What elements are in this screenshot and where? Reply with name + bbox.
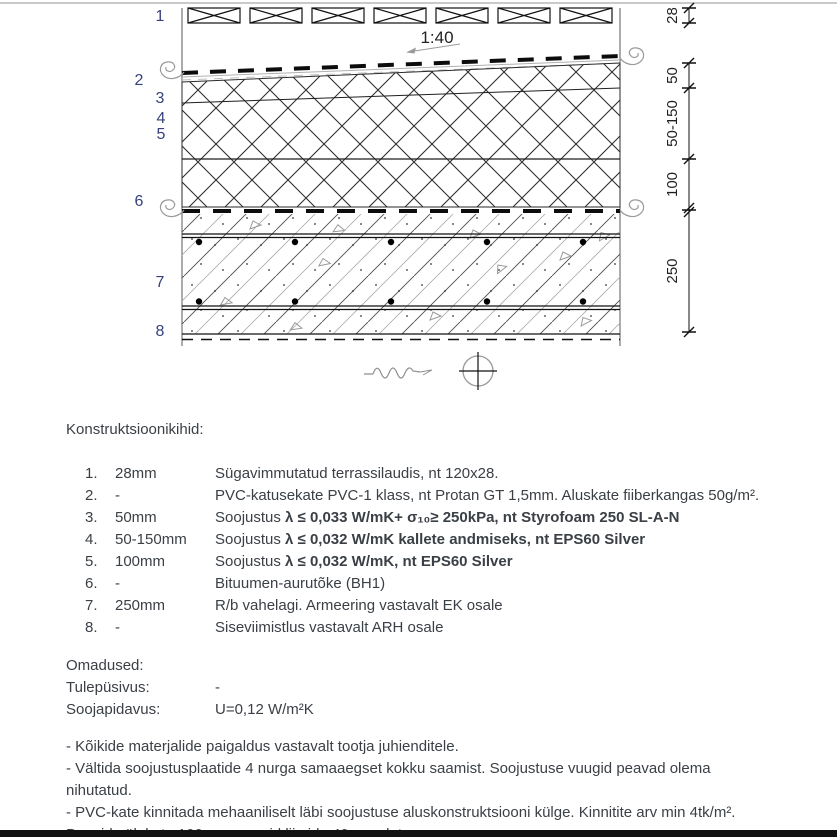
- concrete-slab-hatch: [182, 214, 620, 334]
- dimension-chain: [682, 3, 696, 337]
- decking-board: [312, 8, 364, 23]
- row-desc: Bituumen-aurutõke (BH1): [215, 575, 386, 592]
- property-label: Tulepüsivus:: [66, 679, 150, 696]
- legend-row: [66, 595, 830, 617]
- wave-break-icon: [364, 368, 432, 378]
- row-size: 100mm: [115, 553, 166, 570]
- slope-ratio-label: 1:40: [420, 28, 454, 47]
- row-number: 2.: [85, 487, 98, 504]
- legend-row: [66, 529, 830, 551]
- row-size: 250mm: [115, 597, 166, 614]
- row-desc: Soojustus λ ≤ 0,032 W/mK kallete andmiseks, nt EPS60 Silver: [215, 531, 646, 548]
- row-number: 7.: [85, 597, 98, 614]
- specification-text: [66, 419, 830, 837]
- row-desc: Sügavimmutatud terrassilaudis, nt 120x28.: [215, 465, 499, 482]
- row-desc: Siseviimistlus vastavalt ARH osale: [215, 619, 444, 636]
- decking-boards-layer: [188, 8, 612, 23]
- note-line: - Kõikide materjalide paigaldus vastavalt tootja juhienditele.: [66, 738, 459, 755]
- row-size: -: [115, 619, 120, 636]
- membrane-curl-icon: [620, 48, 644, 65]
- row-number: 1.: [85, 465, 98, 482]
- row-number: 4.: [85, 531, 98, 548]
- dim-insulation-taper: 50-150: [664, 100, 681, 147]
- legend-row: [66, 485, 830, 507]
- insulation-hatch-area: [182, 63, 620, 207]
- legend-title: Konstruktsioonikihid:: [66, 421, 204, 438]
- circle-cross-icon: [459, 352, 497, 390]
- legend-row: [66, 617, 830, 639]
- legend-row: [66, 463, 830, 485]
- property-label: Soojapidavus:: [66, 701, 161, 718]
- dim-insulation-top: 50: [664, 67, 681, 84]
- note-line: - Vältida soojustusplaatide 4 nurga samaaegset kokku saamist. Soojustuse vuugid peavad olema: [66, 760, 711, 777]
- membrane-curl-icon: [160, 62, 184, 79]
- layer-marker-3: 3: [155, 90, 165, 107]
- layer-marker-2: 2: [134, 72, 144, 89]
- row-number: 6.: [85, 575, 98, 592]
- layer-marker-8: 8: [155, 323, 165, 340]
- row-size: -: [115, 575, 120, 592]
- dim-insulation-base: 100: [664, 171, 681, 198]
- note-line: - PVC-kate kinnitada mehaaniliselt läbi soojustuse aluskonstruktsiooni külge. Kinnitite arv min 4tk/m².: [66, 804, 736, 821]
- row-desc: R/b vahelagi. Armeering vastavalt EK osale: [215, 597, 503, 614]
- membrane-curl-icon: [620, 200, 644, 217]
- dim-slab: 250: [664, 258, 681, 284]
- notes-block: [66, 736, 830, 837]
- decking-board: [498, 8, 550, 23]
- decking-board: [250, 8, 302, 23]
- property-row: [66, 699, 830, 721]
- decking-board: [374, 8, 426, 23]
- legend-row: [66, 551, 830, 573]
- legend-rows: [66, 463, 830, 639]
- layer-marker-1: 1: [155, 8, 165, 25]
- legend-row: [66, 507, 830, 529]
- dim-decking: 28: [664, 7, 681, 24]
- membrane-curl-icon: [160, 200, 184, 217]
- row-number: 5.: [85, 553, 98, 570]
- row-size: 50-150mm: [115, 531, 187, 548]
- row-size: 50mm: [115, 509, 157, 526]
- row-desc: PVC-katusekate PVC-1 klass, nt Protan GT 1,5mm. Aluskate fiiberkangas 50g/m².: [215, 487, 760, 504]
- row-size: -: [115, 487, 120, 504]
- property-value: -: [215, 679, 220, 696]
- layer-marker-6: 6: [134, 193, 144, 210]
- row-desc: Soojustus λ ≤ 0,033 W/mK+ σ₁₀≥ 250kPa, nt Styrofoam 250 SL-A-N: [215, 509, 680, 526]
- layer-marker-5: 5: [156, 126, 166, 143]
- layer-markers: [135, 8, 166, 340]
- note-line: nihutatud.: [66, 782, 132, 799]
- row-number: 8.: [85, 619, 98, 636]
- page-bottom-border: [0, 830, 837, 837]
- legend-row: [66, 573, 830, 595]
- decking-board: [188, 8, 240, 23]
- layer-marker-7: 7: [155, 274, 165, 291]
- property-row: [66, 677, 830, 699]
- decking-board: [436, 8, 488, 23]
- layer-marker-4: 4: [156, 110, 166, 127]
- dimension-labels: [664, 7, 681, 283]
- decking-board: [560, 8, 612, 23]
- properties-title: Omadused:: [66, 657, 144, 674]
- row-number: 3.: [85, 509, 98, 526]
- property-value: U=0,12 W/m²K: [215, 701, 314, 718]
- row-desc: Soojustus λ ≤ 0,032 W/mK, nt EPS60 Silver: [215, 553, 513, 570]
- construction-detail-drawing: [0, 0, 837, 412]
- row-size: 28mm: [115, 465, 157, 482]
